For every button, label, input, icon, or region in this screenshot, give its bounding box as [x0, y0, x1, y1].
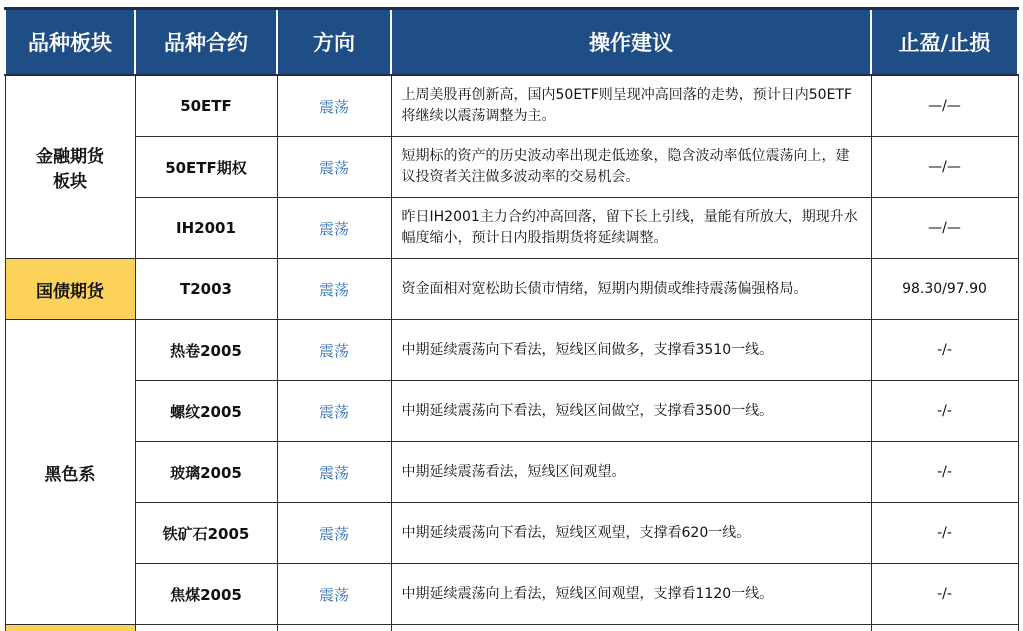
advice-cell: 短期标的资产的历史波动率出现走低迹象，隐含波动率低位震荡向上，建议投资者关注做多波动率的交易机会。	[391, 137, 871, 198]
category-cell-treasury: 国债期货	[5, 259, 135, 320]
table-row	[5, 442, 1018, 503]
stop-cell: -/-	[871, 503, 1018, 564]
contract-cell: IH2001	[135, 198, 277, 259]
direction-cell: 震荡	[277, 137, 391, 198]
direction-cell: 震荡	[277, 381, 391, 442]
header-direction: 方向	[277, 9, 391, 76]
advice-cell: 中期延续震荡向下看法，短线区间做空，支撑看3500一线。	[391, 381, 871, 442]
direction-cell: 震荡	[277, 259, 391, 320]
stop-cell: —/—	[871, 75, 1018, 137]
top-border	[0, 0, 1023, 6]
category-cell-financial	[5, 75, 135, 259]
advice-cell: 中期延续震荡向上看法，短线区间观望，支撑看1120一线。	[391, 564, 871, 625]
table-row	[5, 75, 1018, 137]
advice-cell: 中期延续震荡看法，短线区间观望。	[391, 442, 871, 503]
contract-cell: 螺纹2005	[135, 381, 277, 442]
contract-cell: 50ETF期权	[135, 137, 277, 198]
strategy-table	[4, 7, 1019, 631]
header-stop: 止盈/止损	[871, 9, 1018, 76]
category-cell-partial	[5, 625, 135, 631]
header-advice: 操作建议	[391, 9, 871, 76]
advice-cell: 昨日IH2001主力合约冲高回落，留下长上引线，量能有所放大，期现升水幅度缩小，预计日内股指期货将延续调整。	[391, 198, 871, 259]
contract-cell: 玻璃2005	[135, 442, 277, 503]
contract-cell: 铁矿石2005	[135, 503, 277, 564]
header-contract: 品种合约	[135, 9, 277, 76]
direction-cell: 震荡	[277, 503, 391, 564]
advice-cell: 上周美股再创新高，国内50ETF则呈现冲高回落的走势，预计日内50ETF将继续以震荡调整为主。	[391, 75, 871, 137]
header-category: 品种板块	[5, 9, 135, 76]
partial-cell	[871, 625, 1018, 631]
partial-cell	[391, 625, 871, 631]
category-label: 金融期货 板块	[36, 147, 104, 192]
direction-cell: 震荡	[277, 442, 391, 503]
partial-cell	[135, 625, 277, 631]
stop-cell: 98.30/97.90	[871, 259, 1018, 320]
direction-cell: 震荡	[277, 320, 391, 381]
header-row	[5, 9, 1018, 76]
contract-cell: 热卷2005	[135, 320, 277, 381]
table-row-partial	[5, 625, 1018, 631]
direction-cell: 震荡	[277, 198, 391, 259]
direction-cell: 震荡	[277, 75, 391, 137]
table-row	[5, 381, 1018, 442]
table-row	[5, 137, 1018, 198]
table-row	[5, 198, 1018, 259]
table-row	[5, 320, 1018, 381]
advice-cell: 资金面相对宽松助长债市情绪，短期内期债或维持震荡偏强格局。	[391, 259, 871, 320]
stop-cell: -/-	[871, 320, 1018, 381]
category-cell-ferrous: 黑色系	[5, 320, 135, 625]
advice-cell: 中期延续震荡向下看法，短线区间做多，支撑看3510一线。	[391, 320, 871, 381]
partial-cell	[277, 625, 391, 631]
stop-cell: -/-	[871, 442, 1018, 503]
stop-cell: —/—	[871, 137, 1018, 198]
table-body	[5, 75, 1018, 631]
contract-cell: 50ETF	[135, 75, 277, 137]
table-header	[5, 9, 1018, 76]
stop-cell: —/—	[871, 198, 1018, 259]
table-row	[5, 259, 1018, 320]
stop-cell: -/-	[871, 381, 1018, 442]
stop-cell: -/-	[871, 564, 1018, 625]
table-row	[5, 564, 1018, 625]
advice-cell: 中期延续震荡向下看法，短线区观望，支撑看620一线。	[391, 503, 871, 564]
contract-cell: 焦煤2005	[135, 564, 277, 625]
contract-cell: T2003	[135, 259, 277, 320]
table-row	[5, 503, 1018, 564]
direction-cell: 震荡	[277, 564, 391, 625]
